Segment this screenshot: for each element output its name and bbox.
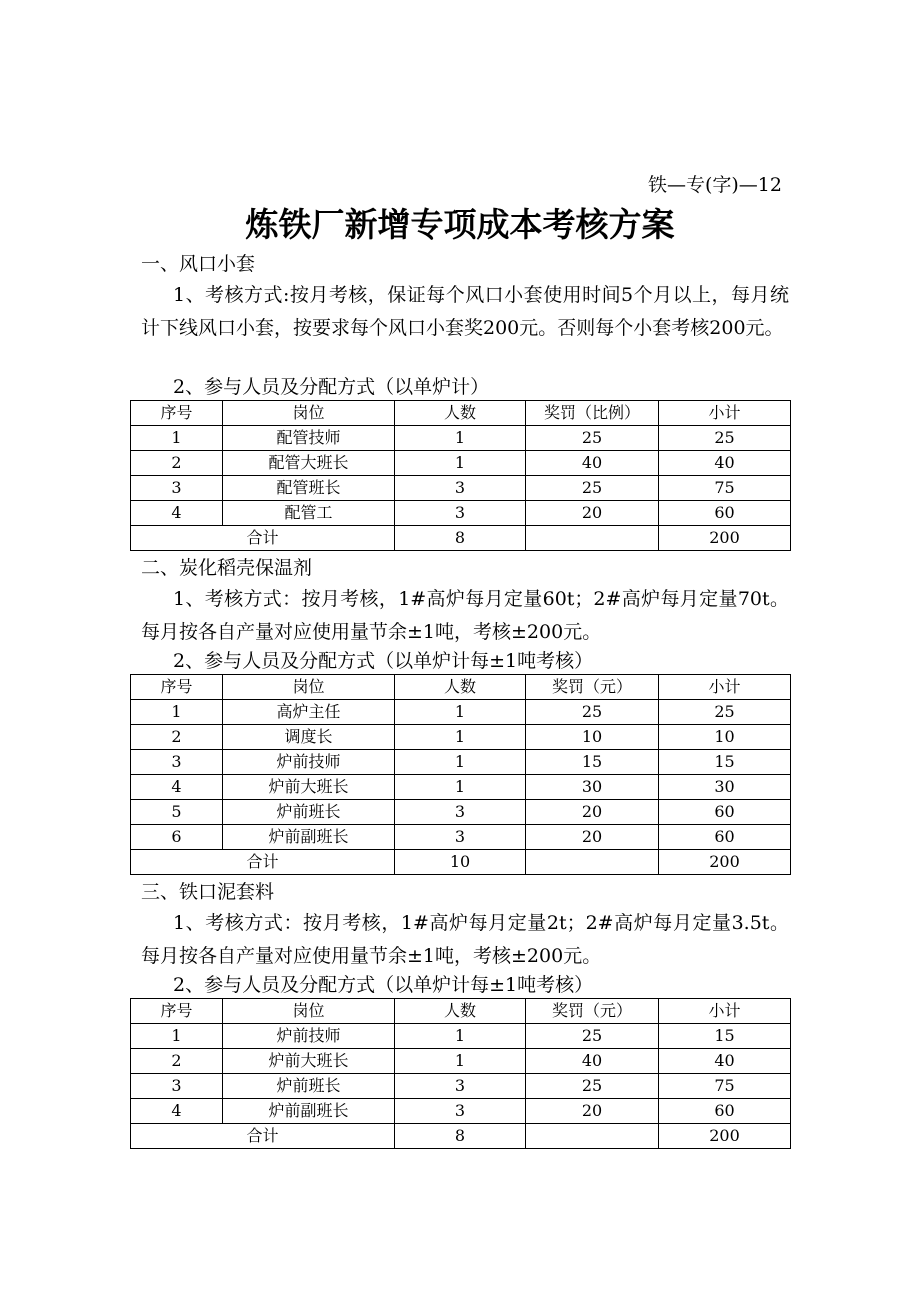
section-1-distribution-title: 2、参与人员及分配方式（以单炉计） xyxy=(173,376,490,398)
table-row xyxy=(131,800,791,825)
header-cell: 小计 xyxy=(659,999,791,1024)
table-cell: 炉前班长 xyxy=(223,800,395,825)
table-row xyxy=(131,451,791,476)
section-3-heading: 三、铁口泥套料 xyxy=(141,881,275,903)
table-cell: 60 xyxy=(659,1099,791,1124)
table-cell: 4 xyxy=(131,501,223,526)
table-cell: 3 xyxy=(395,800,526,825)
table-cell: 配管大班长 xyxy=(223,451,395,476)
table-header-row xyxy=(131,401,791,426)
table-cell: 3 xyxy=(131,750,223,775)
header-cell: 小计 xyxy=(659,401,791,426)
table-cell: 1 xyxy=(395,700,526,725)
table-total-row xyxy=(131,526,791,551)
table-row xyxy=(131,750,791,775)
table-cell: 10 xyxy=(659,725,791,750)
header-cell: 人数 xyxy=(395,999,526,1024)
table-cell: 10 xyxy=(526,725,659,750)
table-cell: 30 xyxy=(526,775,659,800)
document-title: 炼铁厂新增专项成本考核方案 xyxy=(245,205,675,244)
total-sum: 200 xyxy=(659,526,791,551)
table-cell: 15 xyxy=(526,750,659,775)
table-cell: 60 xyxy=(659,501,791,526)
table-cell: 3 xyxy=(395,1074,526,1099)
table-cell: 25 xyxy=(526,426,659,451)
table-cell: 炉前技师 xyxy=(223,1024,395,1049)
table-total-row xyxy=(131,850,791,875)
table-cell: 配管技师 xyxy=(223,426,395,451)
table-cell: 40 xyxy=(526,1049,659,1074)
header-cell: 序号 xyxy=(131,999,223,1024)
table-cell: 40 xyxy=(659,451,791,476)
table-cell: 5 xyxy=(131,800,223,825)
section-1-heading: 一、风口小套 xyxy=(141,253,256,275)
table-cell: 40 xyxy=(526,451,659,476)
table-cell: 75 xyxy=(659,476,791,501)
table-cell: 1 xyxy=(395,1049,526,1074)
table-cell: 调度长 xyxy=(223,725,395,750)
total-label: 合计 xyxy=(131,1124,395,1149)
table-cell: 6 xyxy=(131,825,223,850)
table-row xyxy=(131,1074,791,1099)
table-cell: 20 xyxy=(526,1099,659,1124)
table-cell: 炉前班长 xyxy=(223,1074,395,1099)
table-cell: 3 xyxy=(395,476,526,501)
header-cell: 人数 xyxy=(395,675,526,700)
table-cell: 3 xyxy=(395,825,526,850)
section-3-table xyxy=(130,998,791,1149)
table-cell: 1 xyxy=(131,700,223,725)
table-cell: 15 xyxy=(659,750,791,775)
table-row xyxy=(131,426,791,451)
table-cell-empty xyxy=(526,1124,659,1149)
table-cell: 60 xyxy=(659,825,791,850)
section-3-method: 1、考核方式：按月考核，1#高炉每月定量2t；2#高炉每月定量3.5t。每月按各自产量对应使用量节余±1吨，考核±200元。 xyxy=(141,912,789,967)
table-cell: 1 xyxy=(395,1024,526,1049)
header-cell: 序号 xyxy=(131,675,223,700)
header-cell: 小计 xyxy=(659,675,791,700)
table-cell: 20 xyxy=(526,800,659,825)
table-cell: 3 xyxy=(395,1099,526,1124)
table-cell: 炉前大班长 xyxy=(223,1049,395,1074)
header-cell: 岗位 xyxy=(223,401,395,426)
table-cell: 15 xyxy=(659,1024,791,1049)
table-header-row xyxy=(131,675,791,700)
table-cell: 3 xyxy=(131,476,223,501)
header-cell: 奖罚（元） xyxy=(526,999,659,1024)
table-cell-empty xyxy=(526,850,659,875)
total-count: 8 xyxy=(395,1124,526,1149)
table-cell: 25 xyxy=(526,1024,659,1049)
table-cell: 1 xyxy=(395,750,526,775)
section-2-table xyxy=(130,674,791,875)
table-cell: 配管工 xyxy=(223,501,395,526)
table-cell: 25 xyxy=(526,700,659,725)
header-cell: 奖罚（比例） xyxy=(526,401,659,426)
table-row xyxy=(131,775,791,800)
table-cell: 1 xyxy=(395,426,526,451)
section-2-method: 1、考核方式：按月考核，1#高炉每月定量60t；2#高炉每月定量70t。每月按各自产量对应使用量节余±1吨，考核±200元。 xyxy=(141,588,789,643)
table-cell: 1 xyxy=(131,1024,223,1049)
table-row xyxy=(131,725,791,750)
table-cell: 高炉主任 xyxy=(223,700,395,725)
table-row xyxy=(131,700,791,725)
table-cell: 1 xyxy=(395,725,526,750)
total-sum: 200 xyxy=(659,850,791,875)
section-1-method: 1、考核方式:按月考核，保证每个风口小套使用时间5个月以上，每月统计下线风口小套，按要求每个风口小套奖200元。否则每个小套考核200元。 xyxy=(141,284,789,339)
header-cell: 序号 xyxy=(131,401,223,426)
total-label: 合计 xyxy=(131,526,395,551)
header-cell: 奖罚（元） xyxy=(526,675,659,700)
table-cell: 1 xyxy=(395,451,526,476)
total-count: 8 xyxy=(395,526,526,551)
table-cell: 4 xyxy=(131,1099,223,1124)
table-cell: 30 xyxy=(659,775,791,800)
table-cell: 25 xyxy=(659,700,791,725)
section-3-distribution-title: 2、参与人员及分配方式（以单炉计每±1吨考核） xyxy=(173,974,594,996)
table-cell: 炉前技师 xyxy=(223,750,395,775)
table-cell: 炉前副班长 xyxy=(223,825,395,850)
table-cell: 20 xyxy=(526,501,659,526)
table-cell: 25 xyxy=(526,1074,659,1099)
table-cell: 60 xyxy=(659,800,791,825)
header-cell: 岗位 xyxy=(223,999,395,1024)
table-cell: 2 xyxy=(131,451,223,476)
table-cell: 2 xyxy=(131,1049,223,1074)
table-cell: 1 xyxy=(395,775,526,800)
table-row xyxy=(131,1099,791,1124)
table-cell: 3 xyxy=(131,1074,223,1099)
total-label: 合计 xyxy=(131,850,395,875)
table-cell: 炉前副班长 xyxy=(223,1099,395,1124)
table-row xyxy=(131,825,791,850)
total-sum: 200 xyxy=(659,1124,791,1149)
table-row xyxy=(131,1049,791,1074)
table-cell: 3 xyxy=(395,501,526,526)
table-cell: 25 xyxy=(659,426,791,451)
table-cell-empty xyxy=(526,526,659,551)
table-cell: 配管班长 xyxy=(223,476,395,501)
table-cell: 40 xyxy=(659,1049,791,1074)
total-count: 10 xyxy=(395,850,526,875)
section-2-heading: 二、炭化稻壳保温剂 xyxy=(141,557,313,579)
table-row xyxy=(131,1024,791,1049)
table-cell: 25 xyxy=(526,476,659,501)
section-2-distribution-title: 2、参与人员及分配方式（以单炉计每±1吨考核） xyxy=(173,650,594,672)
table-cell: 1 xyxy=(131,426,223,451)
table-cell: 20 xyxy=(526,825,659,850)
header-cell: 岗位 xyxy=(223,675,395,700)
table-row xyxy=(131,476,791,501)
table-total-row xyxy=(131,1124,791,1149)
section-1-table xyxy=(130,400,791,551)
table-cell: 炉前大班长 xyxy=(223,775,395,800)
table-cell: 4 xyxy=(131,775,223,800)
table-header-row xyxy=(131,999,791,1024)
table-cell: 2 xyxy=(131,725,223,750)
table-row xyxy=(131,501,791,526)
document-code: 铁—专(字)—12 xyxy=(647,174,782,196)
table-cell: 75 xyxy=(659,1074,791,1099)
header-cell: 人数 xyxy=(395,401,526,426)
